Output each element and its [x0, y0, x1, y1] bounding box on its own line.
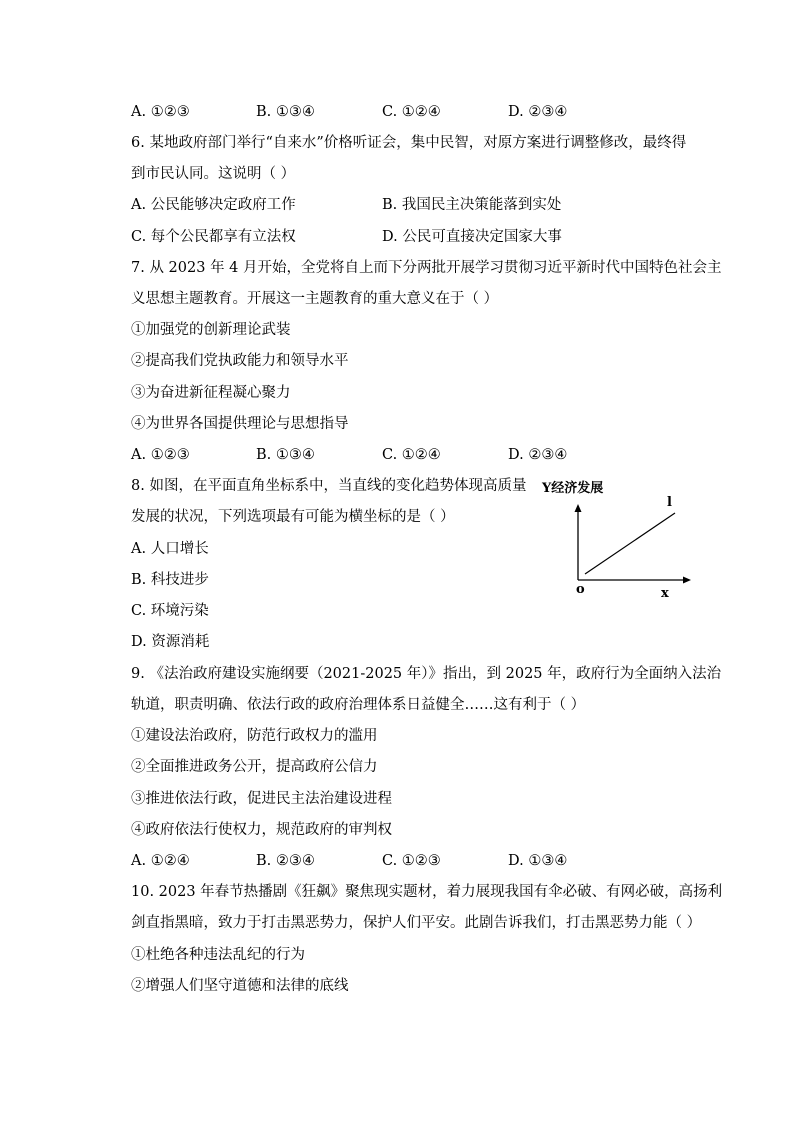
q9-option-a: A. ①②④	[131, 853, 190, 869]
q9-stem-line-1: 9. 《法治政府建设实施纲要（2021-2025 年）》指出，到 2025 年，政府行为全面纳入法治	[131, 666, 722, 682]
q9-option-c: C. ①②③	[382, 853, 441, 869]
q8-stem-line-2: 发展的状况，下列选项最有可能为横坐标的是（ ）	[131, 509, 455, 525]
q6-stem-line-1: 6. 某地政府部门举行“自来水”价格听证会，集中民智，对原方案进行调整修改，最终得	[131, 135, 687, 151]
q8-option-c: C. 环境污染	[131, 603, 209, 619]
q6-option-c: C. 每个公民都享有立法权	[131, 229, 296, 245]
q7-item-3: ③为奋进新征程凝心聚力	[131, 385, 291, 401]
q5-option-b: B. ①③④	[256, 104, 315, 120]
q7-item-2: ②提高我们党执政能力和领导水平	[131, 353, 349, 369]
q6-stem-line-2: 到市民认同。这说明（ ）	[131, 166, 296, 182]
q6-option-d: D. 公民可直接决定国家大事	[382, 229, 562, 245]
q5-option-a: A. ①②③	[131, 104, 190, 120]
q7-item-4: ④为世界各国提供理论与思想指导	[131, 416, 349, 432]
y-axis-label: Y经济发展	[542, 481, 604, 496]
q7-item-1: ①加强党的创新理论武装	[131, 322, 291, 338]
q10-stem-line-2: 剑直指黑暗，致力于打击黑恶势力，保护人们平安。此剧告诉我们，打击黑恶势力能（ ）	[131, 915, 702, 931]
x-axis-arrow-icon	[683, 577, 691, 584]
y-axis-arrow-icon	[575, 504, 582, 512]
q5-option-c: C. ①②④	[382, 104, 441, 120]
q6-option-a: A. 公民能够决定政府工作	[131, 197, 296, 213]
x-axis-label: x	[661, 586, 669, 601]
origin-label: o	[576, 582, 585, 597]
q8-option-d: D. 资源消耗	[131, 634, 210, 650]
q10-item-1: ①杜绝各种违法乱纪的行为	[131, 947, 305, 963]
q9-item-3: ③推进依法行政，促进民主法治建设进程	[131, 791, 392, 807]
q7-option-c: C. ①②④	[382, 447, 441, 463]
q6-option-b: B. 我国民主决策能落到实处	[382, 197, 562, 213]
trend-line	[585, 513, 675, 574]
q9-option-d: D. ①③④	[508, 853, 568, 869]
q8-figure-svg	[540, 478, 700, 608]
q7-option-a: A. ①②③	[131, 447, 190, 463]
q8-coordinate-figure	[540, 478, 700, 608]
q8-stem-line-1: 8. 如图，在平面直角坐标系中，当直线的变化趋势体现高质量	[131, 478, 527, 494]
q8-option-b: B. 科技进步	[131, 572, 209, 588]
q7-stem-line-1: 7. 从 2023 年 4 月开始，全党将自上而下分两批开展学习贯彻习近平新时代中国特色社会主	[131, 260, 722, 276]
q9-item-4: ④政府依法行使权力，规范政府的审判权	[131, 822, 392, 838]
q5-option-d: D. ②③④	[508, 104, 568, 120]
line-label: l	[667, 495, 672, 510]
q9-option-b: B. ②③④	[256, 853, 315, 869]
q9-stem-line-2: 轨道，职责明确、依法行政的政府治理体系日益健全……这有利于（ ）	[131, 697, 586, 713]
q7-stem-line-2: 义思想主题教育。开展这一主题教育的重大意义在于（ ）	[131, 291, 499, 307]
q10-item-2: ②增强人们坚守道德和法律的底线	[131, 978, 349, 994]
q7-option-d: D. ②③④	[508, 447, 568, 463]
q7-option-b: B. ①③④	[256, 447, 315, 463]
q9-item-2: ②全面推进政务公开，提高政府公信力	[131, 759, 378, 775]
q8-option-a: A. 人口增长	[131, 541, 209, 557]
q9-item-1: ①建设法治政府，防范行政权力的滥用	[131, 728, 378, 744]
q10-stem-line-1: 10. 2023 年春节热播剧《狂飙》聚焦现实题材，着力展现我国有伞必破、有网必破，高扬利	[131, 884, 723, 900]
